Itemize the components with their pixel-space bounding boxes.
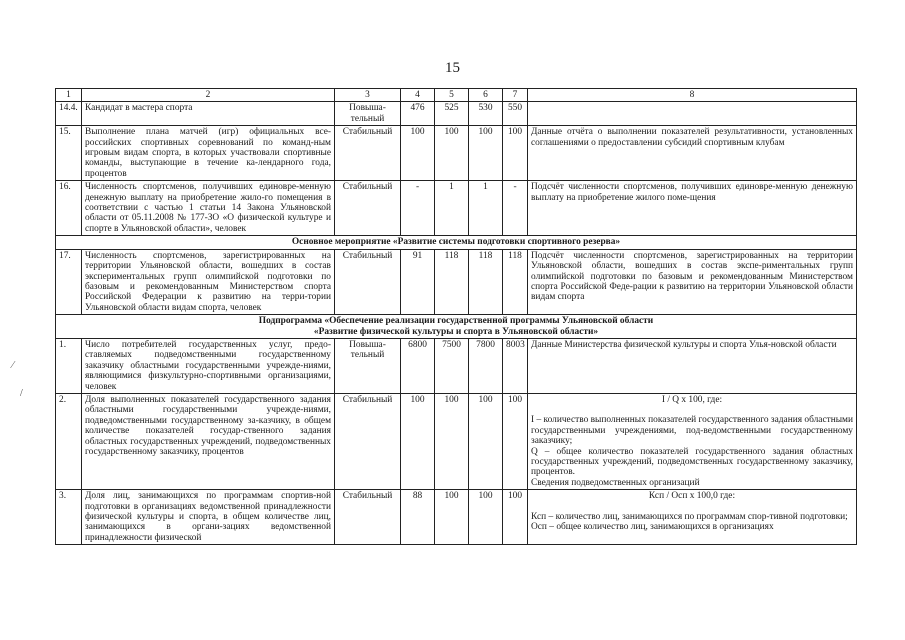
scan-mark: / [20,388,23,399]
indicator-name: Доля лиц, занимающихся по программам спортив-ной подготовки в организациях ведомственной принадлежности физической культуры и спорта, в общем количестве лиц, занимающихся в органи-зациях ведомственной принадлежности физической [82,490,335,545]
section-header-row [56,315,857,339]
header-cell: 8 [528,89,857,102]
indicator-value: 118 [503,249,528,314]
indicator-value: 100 [401,126,435,181]
indicator-dynamics: Повыша-тельный [335,102,401,126]
indicator-value: 100 [469,393,503,489]
indicator-method: Данные отчёта о выполнении показателей результативности, установленных соглашениями о предоставлении субсидий спортивным клубам [528,126,857,181]
indicator-value: 118 [435,249,469,314]
indicator-number: 3. [56,490,82,545]
indicator-name: Численность спортсменов, зарегистрированных на территории Ульяновской области, вошедших в состав экспериментальных групп олимпийской подготовки по базовым и рекомендованным Министерством спорта Российской Федерации к развитию на терри-тории Ульяновской области видам спорта, человек [82,249,335,314]
indicator-number: 16. [56,181,82,236]
indicator-value: 550 [503,102,528,126]
indicator-method: Подсчёт численности спортсменов, зарегистрированных на территории Ульяновской области, вошедших в состав экспе-риментальных групп олимпийской подготовки по базовым и рекомендованным Министерством спорта Российской Феде-рации к развитию на территории Ульяновской области видам спорта [528,249,857,314]
indicator-name: Кандидат в мастера спорта [82,102,335,126]
indicator-value: - [401,181,435,236]
indicator-row [56,490,857,545]
spacer [531,502,853,512]
indicator-number: 17. [56,249,82,314]
indicator-value: 476 [401,102,435,126]
method-line: I – количество выполненных показателей государственного задания областными государственными учреждениями, под-ведомственными государственному заказчику; [531,415,853,447]
section-title [56,236,857,249]
indicator-row [56,126,857,181]
indicator-method [528,102,857,126]
indicator-value: 100 [401,393,435,489]
indicator-value: 8003 [503,338,528,393]
indicator-value: 100 [435,126,469,181]
header-cell: 1 [56,89,82,102]
section-title-line: «Развитие физической культуры и спорта в Ульяновской области» [313,326,599,337]
method-line: Сведения подведомственных организаций [531,477,700,488]
indicator-name: Доля выполненных показателей государственного задания областными государственными учрежде-ниями, подведомственными государственному за-казчику, в общем количестве показателей государ-ственного задания областных государственных учреждений, подведомственных государственному заказчику, процентов [82,393,335,489]
method-line: Ксп – количество лиц, занимающихся по программам спор-тивной подготовки; [531,511,848,522]
indicator-row [56,181,857,236]
indicator-method [528,490,857,545]
section-title-line: Подпрограмма «Обеспечение реализации государственной программы Ульяновской области [258,316,654,327]
indicator-value: 100 [469,126,503,181]
section-title-line: Основное мероприятие «Развитие системы подготовки спортивного резерва» [291,237,621,248]
section-title [56,315,857,339]
indicator-dynamics: Стабильный [335,490,401,545]
indicator-dynamics: Стабильный [335,181,401,236]
indicator-number: 15. [56,126,82,181]
method-formula: Ксп / Осп х 100,0 где: [648,491,736,502]
method-formula: I / Q x 100, где: [661,394,723,405]
method-line: Осп – общее количество лиц, занимающихся в организациях [531,522,774,533]
indicator-row [56,338,857,393]
section-header-row [56,236,857,249]
header-cell: 2 [82,89,335,102]
indicator-row [56,102,857,126]
indicator-value: 100 [503,393,528,489]
header-cell: 7 [503,89,528,102]
method-line: Q – общее количество показателей государственного задания областных государственных учреждений, подведомственных государственному заказчику, процентов. [531,446,853,478]
indicator-value: 100 [503,490,528,545]
indicator-value: 100 [435,490,469,545]
indicator-row [56,249,857,314]
indicator-method: Подсчёт численности спортсменов, получивших единовре-менную денежную выплату на приобретение жилого поме-щения [528,181,857,236]
indicator-dynamics: Стабильный [335,393,401,489]
indicator-name: Выполнение плана матчей (игр) официальных все-российских спортивных соревнований по команд-ным игровым видам спорта, в которых участвовали спортивные команды, выступающие в течение ка-лендарного года, процентов [82,126,335,181]
header-cell: 5 [435,89,469,102]
indicator-value: 6800 [401,338,435,393]
indicator-value: 1 [435,181,469,236]
indicator-method [528,393,857,489]
indicators-table [55,88,857,545]
indicator-method: Данные Министерства физической культуры и спорта Улья-новской области [528,338,857,393]
indicator-value: 525 [435,102,469,126]
scan-mark: ⁄ [12,360,14,371]
indicator-dynamics: Стабильный [335,249,401,314]
header-cell: 4 [401,89,435,102]
indicator-value: 1 [469,181,503,236]
indicator-dynamics: Повыша-тельный [335,338,401,393]
indicator-name: Численность спортсменов, получивших единовре-менную денежную выплату на приобретение жило-го помещения в соответствии с частью 1 статьи 14 Закона Ульяновской области от 05.11.2008 № 177-ЗО «О физической культуре и спорте в Ульяновской области», человек [82,181,335,236]
header-cell: 3 [335,89,401,102]
indicator-value: 100 [503,126,528,181]
page-number: 15 [445,60,460,76]
header-cell: 6 [469,89,503,102]
indicator-value: 91 [401,249,435,314]
indicator-number: 2. [56,393,82,489]
spacer [531,405,853,415]
indicator-value: 100 [469,490,503,545]
indicator-value: 100 [435,393,469,489]
indicator-number: 14.4. [56,102,82,126]
indicator-value: 88 [401,490,435,545]
column-number-header-row [56,89,857,102]
indicator-value: 7800 [469,338,503,393]
indicator-name: Число потребителей государственных услуг, предо-ставляемых подведомственными государственному заказчику областными государственными учрежде-ниями, являющимися физкультурно-спортивными организациями, человек [82,338,335,393]
indicator-value: 118 [469,249,503,314]
indicator-row [56,393,857,489]
indicator-value: - [503,181,528,236]
indicator-value: 530 [469,102,503,126]
indicator-dynamics: Стабильный [335,126,401,181]
indicator-value: 7500 [435,338,469,393]
indicator-number: 1. [56,338,82,393]
